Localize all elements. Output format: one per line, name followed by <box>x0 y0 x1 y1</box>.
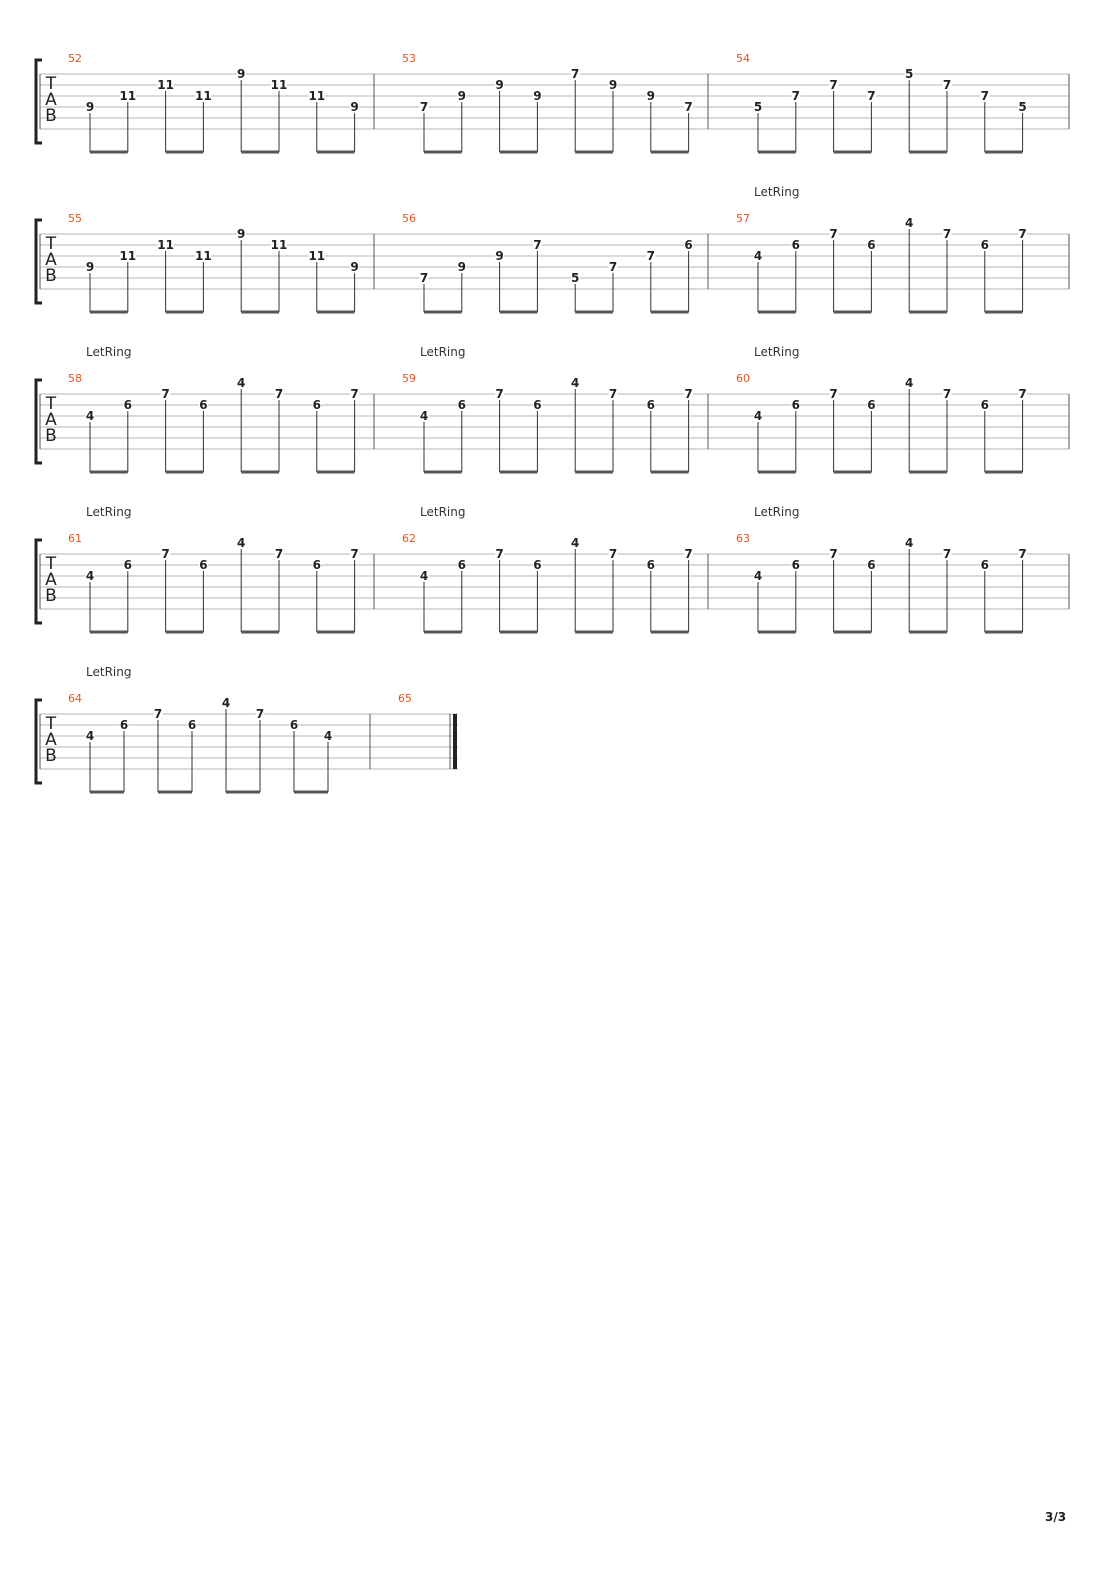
fret-number: 9 <box>85 260 95 274</box>
fret-number: 9 <box>350 100 359 114</box>
fret-number: 6 <box>123 398 132 412</box>
fret-number: 6 <box>187 718 197 732</box>
fret-number: 11 <box>308 89 326 103</box>
fret-number: 6 <box>791 558 800 572</box>
fret-number: 11 <box>119 89 137 103</box>
fret-number: 7 <box>942 547 952 561</box>
page-number: 3/3 <box>1045 1510 1067 1524</box>
fret-number: 7 <box>942 387 952 401</box>
fret-number: 6 <box>289 718 299 732</box>
fret-number: 7 <box>684 100 693 114</box>
fret-number: 7 <box>791 89 800 103</box>
fret-number: 6 <box>867 238 876 252</box>
fret-number: 7 <box>684 387 693 401</box>
measure-number: 62 <box>402 532 416 545</box>
fret-number: 7 <box>829 227 838 241</box>
tab-clef-letter: T <box>45 714 57 734</box>
system-bracket <box>36 700 42 783</box>
system-bracket <box>36 380 42 463</box>
tab-clef-letter: B <box>45 426 57 446</box>
tab-clef-letter: A <box>45 570 57 590</box>
fret-number: 9 <box>608 78 618 92</box>
fret-number: 7 <box>942 78 952 92</box>
fret-number: 6 <box>533 558 542 572</box>
fret-number: 7 <box>684 547 693 561</box>
fret-number: 6 <box>457 398 466 412</box>
measure-number: 57 <box>736 212 750 225</box>
fret-number: 4 <box>753 249 763 263</box>
fret-number: 4 <box>905 216 914 230</box>
fret-number: 6 <box>646 398 655 412</box>
fret-number: 7 <box>495 387 504 401</box>
fret-number: 6 <box>791 238 800 252</box>
tab-clef-letter: A <box>45 250 57 270</box>
tab-clef-letter: B <box>45 106 57 126</box>
fret-number: 7 <box>533 238 542 252</box>
fret-number: 7 <box>274 387 284 401</box>
tab-clef-letter: T <box>45 234 57 254</box>
fret-number: 4 <box>571 376 580 390</box>
tab-clef-letter: B <box>45 266 57 286</box>
fret-number: 7 <box>867 89 876 103</box>
tab-clef-letter: A <box>45 730 57 750</box>
system-bracket <box>36 60 42 143</box>
fret-number: 7 <box>255 707 265 721</box>
fret-number: 6 <box>980 398 989 412</box>
measure-number: 55 <box>68 212 82 225</box>
system-bracket <box>36 220 42 303</box>
fret-number: 7 <box>161 387 170 401</box>
fret-number: 5 <box>905 67 914 81</box>
fret-number: 6 <box>199 398 208 412</box>
measure-number: 60 <box>736 372 750 385</box>
fret-number: 7 <box>1018 387 1027 401</box>
fret-number: 6 <box>867 558 876 572</box>
fret-number: 7 <box>571 67 580 81</box>
fret-number: 11 <box>157 238 174 252</box>
measure-number: 52 <box>68 52 82 65</box>
fret-number: 5 <box>753 100 763 114</box>
let-ring-label: LetRing <box>86 345 132 359</box>
fret-number: 6 <box>867 398 876 412</box>
measure-number: 58 <box>68 372 82 385</box>
fret-number: 7 <box>153 707 163 721</box>
let-ring-label: LetRing <box>754 185 800 199</box>
fret-number: 4 <box>237 536 246 550</box>
fret-number: 6 <box>119 718 129 732</box>
fret-number: 4 <box>419 569 429 583</box>
fret-number: 11 <box>195 249 212 263</box>
fret-number: 4 <box>905 536 914 550</box>
fret-number: 7 <box>350 547 359 561</box>
let-ring-label: LetRing <box>86 505 132 519</box>
fret-number: 7 <box>829 387 838 401</box>
fret-number: 9 <box>85 100 95 114</box>
fret-number: 11 <box>308 249 326 263</box>
fret-number: 7 <box>829 78 838 92</box>
measure-number: 65 <box>398 692 412 705</box>
fret-number: 9 <box>350 260 359 274</box>
fret-number: 7 <box>1018 227 1027 241</box>
fret-number: 11 <box>157 78 174 92</box>
fret-number: 9 <box>237 227 246 241</box>
fret-number: 7 <box>495 547 504 561</box>
fret-number: 7 <box>942 227 952 241</box>
let-ring-label: LetRing <box>754 505 800 519</box>
tab-clef-letter: T <box>45 74 57 94</box>
fret-number: 9 <box>533 89 542 103</box>
fret-number: 6 <box>199 558 208 572</box>
let-ring-label: LetRing <box>754 345 800 359</box>
fret-number: 7 <box>350 387 359 401</box>
fret-number: 6 <box>980 238 989 252</box>
fret-number: 9 <box>237 67 246 81</box>
fret-number: 4 <box>323 729 333 743</box>
fret-number: 4 <box>753 569 763 583</box>
fret-number: 4 <box>753 409 763 423</box>
fret-number: 6 <box>684 238 693 252</box>
measure-number: 56 <box>402 212 416 225</box>
fret-number: 4 <box>85 409 95 423</box>
fret-number: 11 <box>270 78 288 92</box>
fret-number: 6 <box>533 398 542 412</box>
fret-number: 7 <box>419 100 429 114</box>
fret-number: 7 <box>161 547 170 561</box>
fret-number: 7 <box>829 547 838 561</box>
measure-number: 59 <box>402 372 416 385</box>
fret-number: 4 <box>237 376 246 390</box>
fret-number: 9 <box>495 78 504 92</box>
tab-clef-letter: T <box>45 554 57 574</box>
let-ring-label: LetRing <box>420 505 466 519</box>
tab-clef-letter: T <box>45 394 57 414</box>
tab-clef-letter: B <box>45 586 57 606</box>
fret-number: 7 <box>608 260 618 274</box>
fret-number: 4 <box>419 409 429 423</box>
fret-number: 6 <box>457 558 466 572</box>
fret-number: 7 <box>608 387 618 401</box>
final-barline-thick <box>453 714 457 769</box>
fret-number: 9 <box>457 260 466 274</box>
fret-number: 9 <box>646 89 655 103</box>
fret-number: 4 <box>85 729 95 743</box>
fret-number: 4 <box>571 536 580 550</box>
let-ring-label: LetRing <box>420 345 466 359</box>
fret-number: 5 <box>571 271 580 285</box>
fret-number: 6 <box>791 398 800 412</box>
fret-number: 9 <box>457 89 466 103</box>
fret-number: 11 <box>195 89 212 103</box>
tab-clef-letter: A <box>45 90 57 110</box>
fret-number: 6 <box>646 558 655 572</box>
measure-number: 61 <box>68 532 82 545</box>
tab-clef-letter: B <box>45 746 57 766</box>
fret-number: 11 <box>119 249 137 263</box>
fret-number: 4 <box>85 569 95 583</box>
fret-number: 4 <box>221 696 231 710</box>
fret-number: 7 <box>419 271 429 285</box>
measure-number: 63 <box>736 532 750 545</box>
let-ring-label: LetRing <box>86 665 132 679</box>
fret-number: 7 <box>274 547 284 561</box>
fret-number: 7 <box>646 249 655 263</box>
fret-number: 7 <box>980 89 989 103</box>
fret-number: 6 <box>123 558 132 572</box>
measure-number: 54 <box>736 52 750 65</box>
fret-number: 11 <box>270 238 288 252</box>
fret-number: 6 <box>312 558 321 572</box>
fret-number: 4 <box>905 376 914 390</box>
tab-clef-letter: A <box>45 410 57 430</box>
fret-number: 6 <box>980 558 989 572</box>
fret-number: 9 <box>495 249 504 263</box>
fret-number: 7 <box>608 547 618 561</box>
fret-number: 6 <box>312 398 321 412</box>
fret-number: 7 <box>1018 547 1027 561</box>
fret-number: 5 <box>1018 100 1027 114</box>
system-bracket <box>36 540 42 623</box>
measure-number: 64 <box>68 692 82 705</box>
measure-number: 53 <box>402 52 416 65</box>
